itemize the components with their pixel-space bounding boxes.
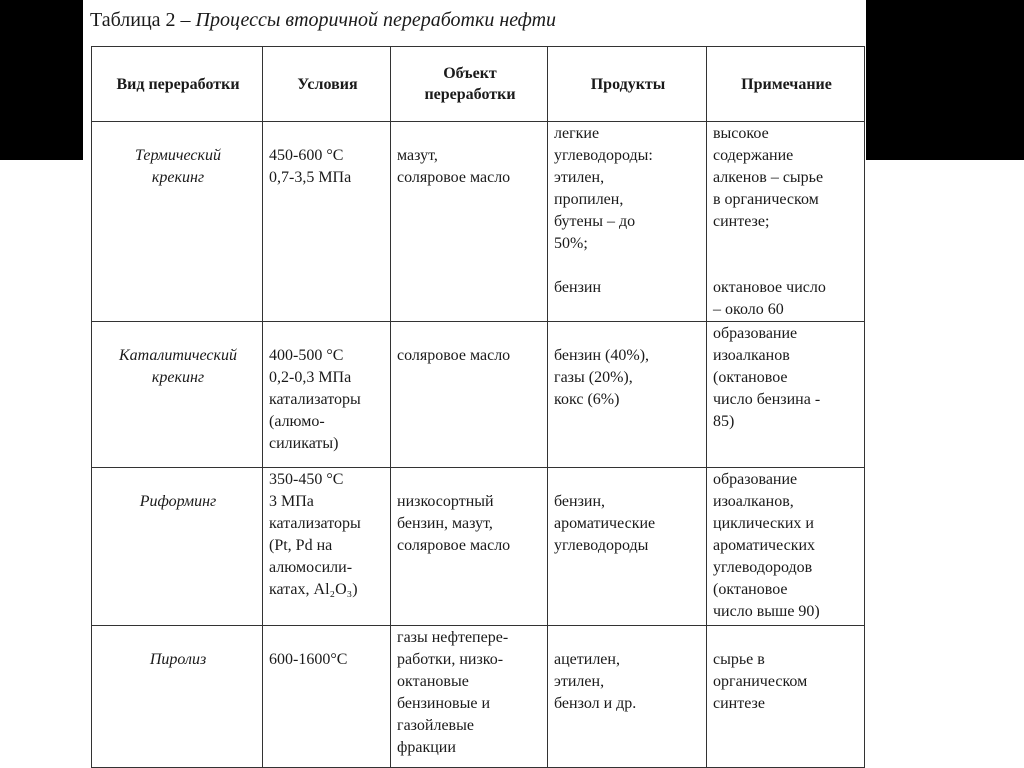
cell-spacer [713,233,860,255]
cell-line: низкосортный [397,493,494,510]
cell-line: фракции [397,739,456,756]
table-header-row [92,47,865,122]
cell-line: в органическом [713,191,819,208]
cell-line: (Pt, Pd на [269,537,333,554]
cell-note [707,468,865,626]
processes-table [91,46,865,768]
cell-conditions [263,626,391,768]
table-caption [90,9,556,32]
cell-line: изоалканов [713,347,790,364]
cell-line: 600-1600°С [269,651,348,668]
background-band-left [0,0,83,160]
cell-line: высокое [713,125,769,142]
cell-line: ароматических [713,537,816,554]
cell-line: (октановое [713,369,788,386]
cell-note [707,322,865,468]
cell-conditions [263,322,391,468]
cell-line: газойлевые [397,717,474,734]
cell-line: углеводороды [554,537,649,554]
cell-line: содержание [713,147,794,164]
table-caption-prefix: Таблица 2 – [90,9,191,31]
cell-line: синтезе [713,695,765,712]
cell-line: Пиролиз [149,651,207,668]
cell-line: изоалканов, [713,493,794,510]
cell-line: работки, низко- [397,651,504,668]
cell-conditions [263,468,391,626]
cell-line: – около 60 [713,301,784,318]
cell-line: мазут, [397,147,438,164]
cell-line: (алюмо- [269,413,325,430]
cell-line: октановые [397,673,469,690]
cell-line: крекинг [151,369,205,386]
cell-line: газы нефтепере- [397,629,509,646]
header-kind: Вид переработки [92,47,263,122]
cell-note [707,122,865,322]
cell-products [548,322,707,468]
table-row-thermal-cracking [92,122,865,322]
cell-line: циклических и [713,515,814,532]
cell-products [548,122,707,322]
cell-kind [92,322,263,468]
cell-line: углеводородов [713,559,813,576]
cell-line: 450-600 °С [269,147,344,164]
cell-line: крекинг [151,169,205,186]
cell-line: органическом [713,673,808,690]
cell-line: синтезе; [713,213,770,230]
cell-line: октановое число [713,279,826,296]
cell-products [548,468,707,626]
background-band-right [866,0,1024,160]
cell-line: алюмосили- [269,559,353,576]
cell-line: углеводороды: [554,147,653,164]
cell-line: Термический [135,147,221,164]
cell-line: пропилен, [554,191,624,208]
cell-line: бутены – до [554,213,636,230]
cell-line: 50%; [554,235,588,252]
table-row-catalytic-cracking [92,322,865,468]
header-products: Продукты [548,47,707,122]
cell-line: (октановое [713,581,788,598]
cell-object [391,122,548,322]
header-note: Примечание [707,47,865,122]
cell-line: сырье в [713,651,765,668]
cell-object [391,626,548,768]
cell-line: катализаторы [269,515,361,532]
cell-note [707,626,865,768]
cell-line: Риформинг [139,493,217,510]
cell-line: Каталитический [118,347,237,364]
cell-line: силикаты) [269,435,339,452]
cell-line: соляровое масло [397,347,511,364]
cell-line: 0,2-0,3 МПа [269,369,352,386]
cell-object [391,322,548,468]
cell-line: алкенов – сырье [713,169,824,186]
cell-line: 3 МПа [269,493,314,510]
cell-line: бензин, [554,493,606,510]
cell-line: бензиновые и [397,695,491,712]
header-conditions: Условия [263,47,391,122]
cell-line: соляровое масло [397,169,511,186]
cell-spacer [554,255,702,277]
cell-line: ароматические [554,515,656,532]
table-row-reforming [92,468,865,626]
cell-products [548,626,707,768]
cell-line: соляровое масло [397,537,511,554]
cell-line: ацетилен, [554,651,620,668]
cell-line: легкие [554,125,600,142]
cell-line: 85) [713,413,735,430]
cell-line: кокс (6%) [554,391,620,408]
cell-line: образование [713,471,798,488]
cell-line: 400-500 °С [269,347,344,364]
cell-kind [92,468,263,626]
header-object-line2: переработки [424,86,516,103]
cell-kind [92,626,263,768]
cell-line: бензин (40%), [554,347,650,364]
cell-line: катализаторы [269,391,361,408]
cell-line: газы (20%), [554,369,633,386]
header-object [391,47,548,122]
cell-line: число выше 90) [713,603,820,620]
cell-line: катах, Al₂O₃) [269,581,358,598]
cell-line: 350-450 °С [269,471,344,488]
cell-object [391,468,548,626]
table-caption-subtitle: Процессы вторичной переработки нефти [195,9,557,31]
cell-line: образование [713,325,798,342]
cell-line: 0,7-3,5 МПа [269,169,352,186]
cell-line: бензин [554,279,602,296]
cell-kind [92,122,263,322]
cell-line: этилен, [554,169,605,186]
table-row-pyrolysis [92,626,865,768]
header-object-line1: Объект [443,65,497,82]
cell-spacer [713,255,860,277]
cell-conditions [263,122,391,322]
cell-line: бензин, мазут, [397,515,493,532]
cell-line: бензол и др. [554,695,637,712]
cell-line: число бензина - [713,391,821,408]
cell-line: этилен, [554,673,605,690]
